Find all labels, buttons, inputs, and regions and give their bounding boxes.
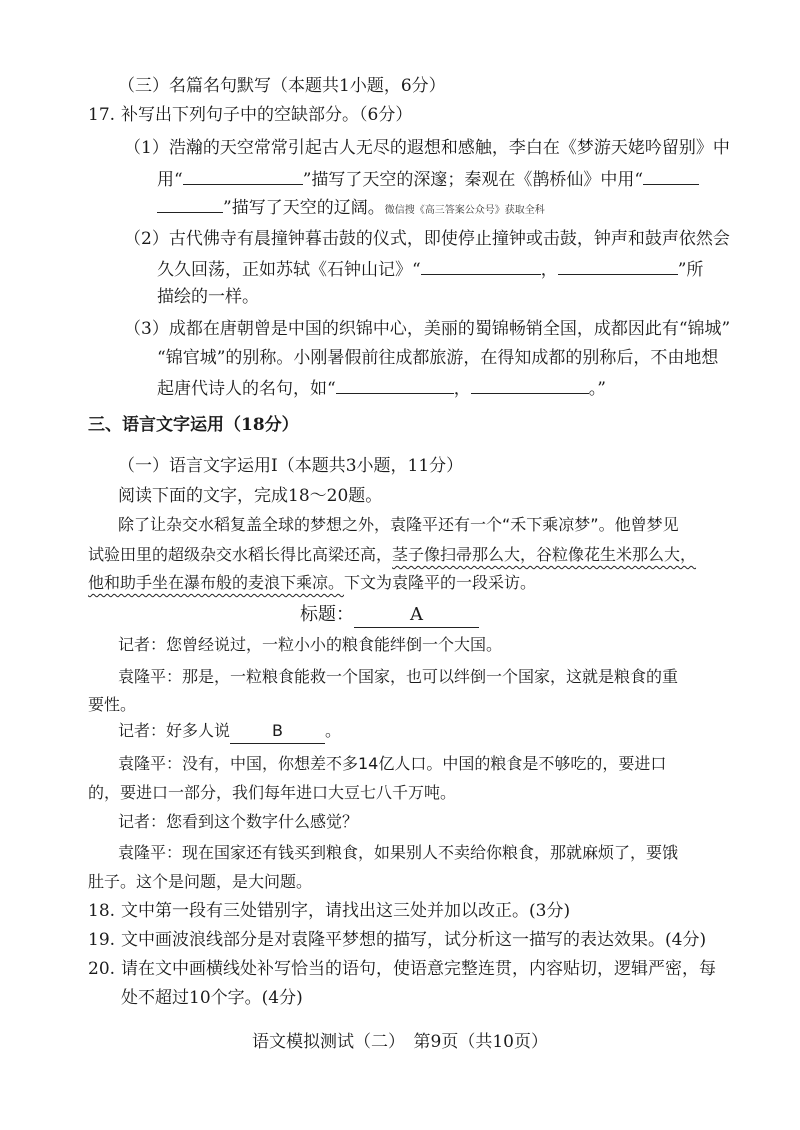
q17-item1-blank-2a[interactable] — [643, 166, 699, 185]
q17-item2-line1: （2）古代佛寺有晨撞钟暮击鼓的仪式，即使停止撞钟或击鼓，钟声和鼓声依然会 — [124, 229, 730, 249]
passage-line-3-plain: 下文为袁隆平的一段采访。 — [344, 573, 537, 592]
q17-item1-line1: （1）浩瀚的天空常常引起古人无尽的遐想和感触，李白在《梦游天姥吟留别》中 — [124, 138, 730, 158]
question-20-number: 20. — [88, 959, 116, 979]
q17-item1-text-b: ”描写了天空的深邃；秦观在《鹊桥仙》中用“ — [302, 170, 644, 190]
page-footer: 语文模拟测试（二） 第9页（共10页） — [252, 1032, 548, 1052]
question-17-number: 17. — [88, 105, 116, 125]
q17-item1-text-c: ”描写了天空的辽阔。 — [223, 198, 385, 218]
q17-item3-blank-2[interactable] — [471, 375, 589, 394]
passage-wavy-part-1: 茎子像扫帚那么大，谷粒像花生米那么大， — [392, 545, 697, 564]
blank-b[interactable]: B — [230, 719, 325, 744]
q17-item2-line2 — [157, 256, 703, 282]
q17-item2-blank-2[interactable] — [558, 256, 678, 275]
section-heading-famous-lines: （三）名篇名句默写（本题共1小题，6分） — [118, 76, 446, 96]
dialogue-yuan-1-line2: 要性。 — [88, 695, 137, 714]
passage-line-2-plain: 试验田里的超级杂交水稻长得比高梁还高， — [88, 545, 393, 564]
passage-line-1: 除了让杂交水稻复盖全球的梦想之外，袁隆平还有一个“禾下乘凉梦”。他曾梦见 — [118, 515, 679, 534]
q17-item1-blank-1[interactable] — [183, 166, 303, 185]
sub-section-one-heading: （一）语言文字运用Ⅰ（本题共3小题，11分） — [118, 456, 464, 476]
dialogue-reporter-2-end: 。 — [325, 721, 342, 740]
question-18-text: 文中第一段有三处错别字，请找出这三处并加以改正。(3分) — [121, 901, 571, 921]
reading-instruction: 阅读下面的文字，完成18～20题。 — [118, 486, 383, 506]
q17-item1-text-a: 用“ — [157, 170, 183, 190]
dialogue-yuan-2-line2: 的，要进口一部分，我们每年进口大豆七八千万吨。 — [88, 783, 457, 802]
q17-item3-line1: （3）成都在唐朝曾是中国的织锦中心，美丽的蜀锦畅销全国，成都因此有“锦城” — [124, 319, 731, 339]
dialogue-reporter-2-text: 记者：好多人说 — [118, 721, 231, 740]
q17-item3-text-a: 起唐代诗人的名句，如“ — [157, 379, 336, 399]
q17-item2-comma: ， — [540, 260, 558, 280]
dialogue-yuan-3-line2: 肚子。这个是问题，是大问题。 — [88, 872, 313, 891]
title-label: 标题： — [300, 604, 354, 625]
q17-item1-line2 — [157, 166, 699, 192]
question-18-number: 18. — [88, 901, 116, 921]
q17-item2-text-a: 久久回荡，正如苏轼《石钟山记》“ — [157, 260, 421, 280]
q17-item3-end: 。” — [588, 379, 606, 399]
dialogue-yuan-1-line1: 袁隆平：那是，一粒粮食能救一个国家，也可以绊倒一个国家，这就是粮食的重 — [118, 667, 679, 686]
dialogue-reporter-2 — [118, 719, 341, 744]
dialogue-reporter-1: 记者：您曾经说过，一粒小小的粮食能绊倒一个大国。 — [118, 635, 503, 654]
q17-item3-line3 — [157, 375, 606, 401]
q17-item3-line2: “锦官城”的别称。小刚暑假前往成都旅游，在得知成都的别称后，不由地想 — [157, 348, 719, 368]
dialogue-reporter-3: 记者：您看到这个数字什么感觉？ — [118, 812, 359, 831]
watermark-note: 微信搜《高三答案公众号》获取全科 — [384, 205, 545, 216]
question-20-line2: 处不超过10个字。(4分) — [121, 988, 303, 1008]
title-blank-a[interactable]: A — [354, 603, 479, 628]
section-three-heading: 三、语言文字运用（18分） — [88, 415, 299, 435]
dialogue-yuan-3-line1: 袁隆平：现在国家还有钱买到粮食，如果别人不卖给你粮食，那就麻烦了，要饿 — [118, 843, 679, 862]
question-19-number: 19. — [88, 930, 116, 950]
passage-line-3 — [88, 571, 536, 595]
title-line — [300, 603, 479, 628]
q17-item3-comma: ， — [453, 379, 471, 399]
question-20-line1: 请在文中画横线处补写恰当的语句，使语意完整连贯，内容贴切，逻辑严密，每 — [121, 959, 716, 979]
q17-item2-blank-1[interactable] — [421, 256, 541, 275]
question-19-text: 文中画波浪线部分是对袁隆平梦想的描写，试分析这一描写的表达效果。(4分) — [121, 930, 707, 950]
q17-item1-blank-2b[interactable] — [157, 194, 223, 213]
question-17-stem: 补写出下列句子中的空缺部分。（6分） — [121, 105, 413, 125]
passage-line-2 — [88, 543, 696, 567]
q17-item1-line3 — [157, 194, 545, 223]
dialogue-yuan-2-line1: 袁隆平：没有，中国，你想差不多14亿人口。中国的粮食是不够吃的，要进口 — [118, 754, 667, 773]
passage-wavy-part-2: 他和助手坐在瀑布般的麦浪下乘凉。 — [88, 573, 345, 592]
q17-item2-line3: 描绘的一样。 — [157, 287, 259, 307]
q17-item2-text-c: ”所 — [677, 260, 704, 280]
q17-item3-blank-1[interactable] — [336, 375, 454, 394]
